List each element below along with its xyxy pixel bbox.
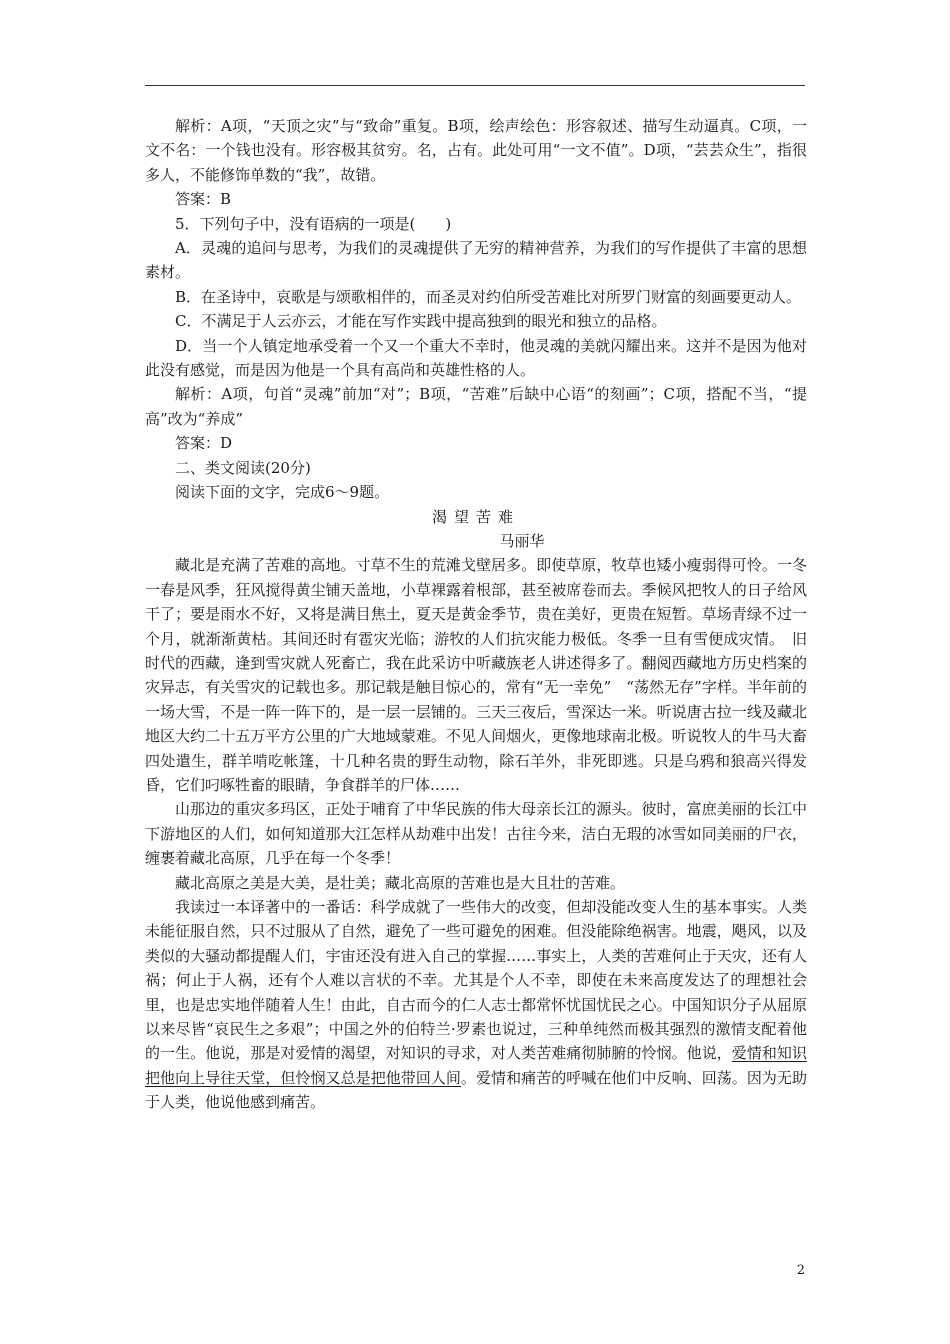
option-c: C．不满足于人云亦云，才能在写作实践中提高独到的眼光和独立的品格。: [175, 312, 667, 331]
question-stem: 5．下列句子中，没有语病的一项是( ): [175, 214, 452, 233]
page-content: [145, 114, 807, 1115]
page-number: 2: [796, 1263, 805, 1278]
analysis-paragraph: 解析：A项，句首“灵魂”前加“对”；B项，“苦难”后缺中心语“的刻画”；C项，搭配不当，“提高”改为“养成”: [145, 385, 807, 428]
article-paragraph: 藏北高原之美是大美，是壮美；藏北高原的苦难也是大且壮的苦难。: [175, 873, 626, 892]
underlined-sentence: 爱情和知识把他向上导往天堂，但怜悯又总是把他带回人间: [145, 1044, 807, 1087]
article-author: 马丽华: [499, 531, 545, 550]
reading-instruction: 阅读下面的文字，完成6～9题。: [175, 483, 390, 502]
header-rule: [145, 85, 805, 86]
section-heading: 二、类文阅读(20分): [175, 458, 311, 477]
answer-line: 答案：B: [175, 190, 232, 209]
analysis-paragraph: 解析：A项，“天顶之灾”与“致命”重复。B项，绘声绘色：形容叙述、描写生动逼真。C项，一文不名：一个钱也没有。形容极其贫穷。名，占有。此处可用“一文不值”。D项，“芸芸众生”，指很多人，不能修饰单数的“我”，故错。: [145, 117, 807, 184]
answer-line: 答案：D: [175, 434, 233, 453]
text-run: 。爱情和痛苦的呼喊在他们中反响、回荡。因为无助于人类，他说他感到痛苦。: [145, 1068, 807, 1112]
article-title: 渴望苦难: [431, 507, 520, 526]
article-paragraph: 山那边的重灾多玛区，正处于哺育了中华民族的伟大母亲长江的源头。彼时，富庶美丽的长江中下游地区的人们，如何知道那大江怎样从劫难中出发！古往今来，洁白无瑕的冰雪如同美丽的尸衣，缠裹着藏北高原，几乎在每一个冬季！: [145, 800, 807, 868]
text-run: 我读过一本译著中的一番话：科学成就了一些伟大的改变，但却没能改变人生的基本事实。人类未能征服自然，只不过服从了自然，避免了一些可避免的困难。但没能除绝祸害。地震，飓风，以及类似的大骚动都提醒人们，宇宙还没有进入自己的掌握……事实上，人类的苦难何止于天灾，还有人祸；何止于人祸，还有个人难以言状的不幸。尤其是个人不幸，即使在未来高度发达了的理想社会里，也是忠实地伴随着人生！由此，自古而今的仁人志士都常怀忧国忧民之心。中国知识分子从屈原以来尽皆“哀民生之多艰”；中国之外的伯特兰·罗素也说过，三种单纯然而极其强烈的激情支配着他的一生。他说，那是对爱情的渴望，对知识的寻求，对人类苦难痛彻肺腑的怜悯。他说，: [145, 898, 807, 1063]
option-b: B．在圣诗中，哀歌是与颂歌相伴的，而圣灵对约伯所受苦难比对所罗门财富的刻画要更动人。: [175, 287, 802, 306]
option-d: D．当一个人镇定地承受着一个又一个重大不幸时，他灵魂的美就闪耀出来。这并不是因为他对此没有感觉，而是因为他是一个具有高尚和英雄性格的人。: [145, 336, 807, 380]
option-a: A．灵魂的追问与思考，为我们的灵魂提供了无穷的精神营养，为我们的写作提供了丰富的思想素材。: [145, 239, 807, 282]
article-paragraph: [145, 895, 807, 1115]
article-paragraph: 藏北是充满了苦难的高地。寸草不生的荒滩戈壁居多。即使草原，牧草也矮小瘦弱得可怜。一冬一春是风季，狂风搅得黄尘铺天盖地，小草裸露着根部，甚至被席卷而去。季候风把牧人的日子给风干了；要是雨水不好，又将是满目焦土，夏天是黄金季节，贵在美好，更贵在短暂。草场青绿不过一个月，就渐渐黄枯。其间还时有雹灾光临；游牧的人们抗灾能力极低。冬季一旦有雪便成灾情。 旧时代的西藏，逢到雪灾就人死畜亡，我在此采访中听藏族老人讲述得多了。翻阅西藏地方历史档案的灾异志，有关雪灾的记载也多。那记载是触目惊心的，常有“无一幸免” “荡然无存”字样。半年前的一场大雪，不是一阵一阵下的，是一层一层铺的。三天三夜后，雪深达一米。听说唐古拉一线及藏北地区大约二十五万平方公里的广大地域蒙难。不见人间烟火，更像地球南北极。听说牧人的牛马大畜四处遣生，群羊啃吃帐篷，十几种名贵的野生动物，除石羊外，非死即逃。只是乌鸦和狼高兴得发昏，它们叼啄牲畜的眼睛，争食群羊的尸体……: [145, 556, 807, 794]
